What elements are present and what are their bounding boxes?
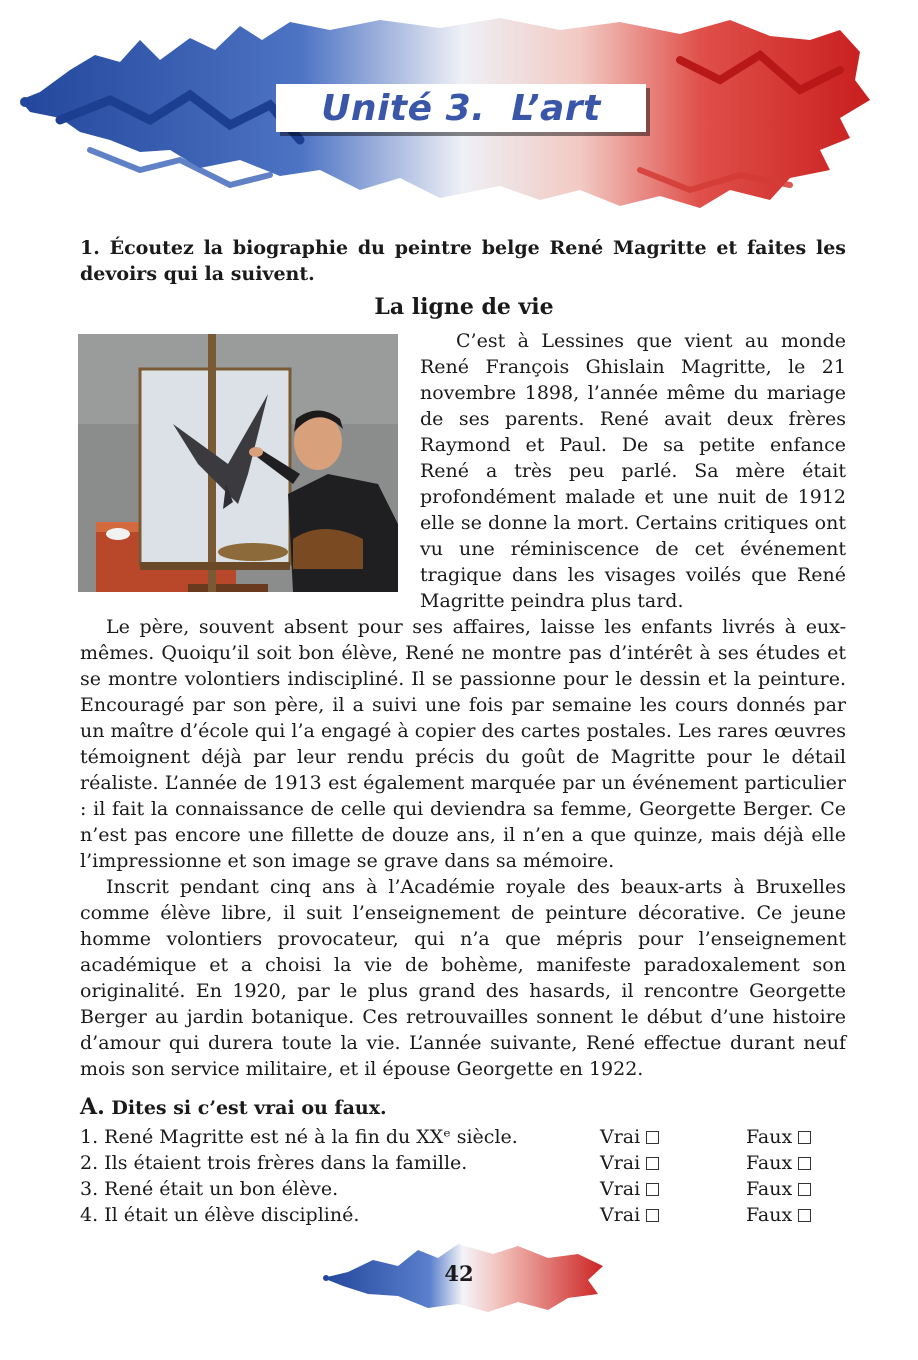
vrai-option[interactable] xyxy=(600,1150,659,1176)
faux-option[interactable] xyxy=(746,1150,811,1176)
true-false-item xyxy=(80,1124,846,1150)
faux-label: Faux xyxy=(746,1204,793,1226)
vrai-checkbox[interactable] xyxy=(646,1131,659,1144)
vrai-label: Vrai xyxy=(600,1204,641,1226)
vrai-option[interactable] xyxy=(600,1176,659,1202)
faux-label: Faux xyxy=(746,1178,793,1200)
faux-checkbox[interactable] xyxy=(798,1157,811,1170)
biography-paragraph-3: Inscrit pendant cinq ans à l’Académie royale des beaux-arts à Bruxelles comme élève libre, il suit l’enseignement de peinture décorative. Ce jeune homme volontiers provocateur, qui n’a que mépris pour l’enseignement académique et a choisi la vie de bohème, manifeste paradoxalement son originalité. En 1920, par le plus grand des hasards, il rencontre Georgette Berger au jardin botanique. Ces retrouvailles sonnent le début d’une histoire d’amour qui durera toute la vie. L’année suivante, René effectue durant neuf mois son service militaire, et il épouse Georgette en 1922. xyxy=(80,876,846,1080)
biography-paragraph-2: Le père, souvent absent pour ses affaires, laisse les enfants livrés à eux-mêmes. Quoiqu’il soit bon élève, René ne montre pas d’intérêt à ses études et se montre volontiers indiscipliné. Il se passionne pour le dessin et la peinture. Encouragé par son père, il a suivi une fois par semaine les cours donnés par un maître d’école qui l’a engagé à copier des cartes postales. Les rares œuvres témoignent déjà par leur rendu précis du goût de Magritte pour le détail réaliste. L’année de 1913 est également marquée par un événement particulier : il fait la connaissance de celle qui deviendra sa femme, Georgette Berger. Ce n’est pas encore une fillette de douze ans, il n’en a que quinze, mais déjà elle l’impressionne et son image se grave dans sa mémoire. xyxy=(80,616,846,872)
vrai-checkbox[interactable] xyxy=(646,1209,659,1222)
vrai-label: Vrai xyxy=(600,1178,641,1200)
faux-label: Faux xyxy=(746,1126,793,1148)
section-title: La ligne de vie xyxy=(374,294,554,320)
page-number: 42 xyxy=(444,1261,474,1286)
true-false-item xyxy=(80,1176,846,1202)
task-a-heading xyxy=(80,1094,387,1120)
faux-checkbox[interactable] xyxy=(798,1131,811,1144)
statement-4: 4. Il était un élève discipliné. xyxy=(80,1204,360,1226)
vrai-checkbox[interactable] xyxy=(646,1157,659,1170)
unit-title-box xyxy=(276,84,646,132)
vrai-label: Vrai xyxy=(600,1126,641,1148)
statement-1: 1. René Magritte est né à la fin du XXᵉ siècle. xyxy=(80,1126,518,1148)
faux-option[interactable] xyxy=(746,1202,811,1228)
painting-illustration xyxy=(78,334,398,592)
vrai-checkbox[interactable] xyxy=(646,1183,659,1196)
vrai-option[interactable] xyxy=(600,1124,659,1150)
faux-checkbox[interactable] xyxy=(798,1209,811,1222)
faux-label: Faux xyxy=(746,1152,793,1174)
vrai-label: Vrai xyxy=(600,1152,641,1174)
true-false-item xyxy=(80,1202,846,1228)
statement-3: 3. René était un bon élève. xyxy=(80,1178,339,1200)
exercise-heading: 1. Écoutez la biographie du peintre belge René Magritte et faites les devoirs qui la suivent. xyxy=(80,237,846,285)
vrai-option[interactable] xyxy=(600,1202,659,1228)
faux-option[interactable] xyxy=(746,1124,811,1150)
unit-title: Unité 3. L’art xyxy=(321,87,601,129)
biography-paragraph-1: C’est à Lessines que vient au monde René François Ghislain Magritte, le 21 novembre 1898, l’année même du mariage de ses parents. René avait deux frères Raymond et Paul. De sa petite enfance René a très peu parlé. Sa mère était profondément malade et une nuit de 1912 elle se donne la mort. Certains critiques ont vu une réminiscence de cet événement tragique dans les visages voilés que René Magritte peindra plus tard. xyxy=(420,330,846,612)
true-false-item xyxy=(80,1150,846,1176)
statement-2: 2. Ils étaient trois frères dans la famille. xyxy=(80,1152,468,1174)
faux-option[interactable] xyxy=(746,1176,811,1202)
task-instruction: Dites si c’est vrai ou faux. xyxy=(111,1097,387,1119)
faux-checkbox[interactable] xyxy=(798,1183,811,1196)
task-letter: A. xyxy=(80,1094,105,1120)
true-false-list xyxy=(80,1124,846,1228)
